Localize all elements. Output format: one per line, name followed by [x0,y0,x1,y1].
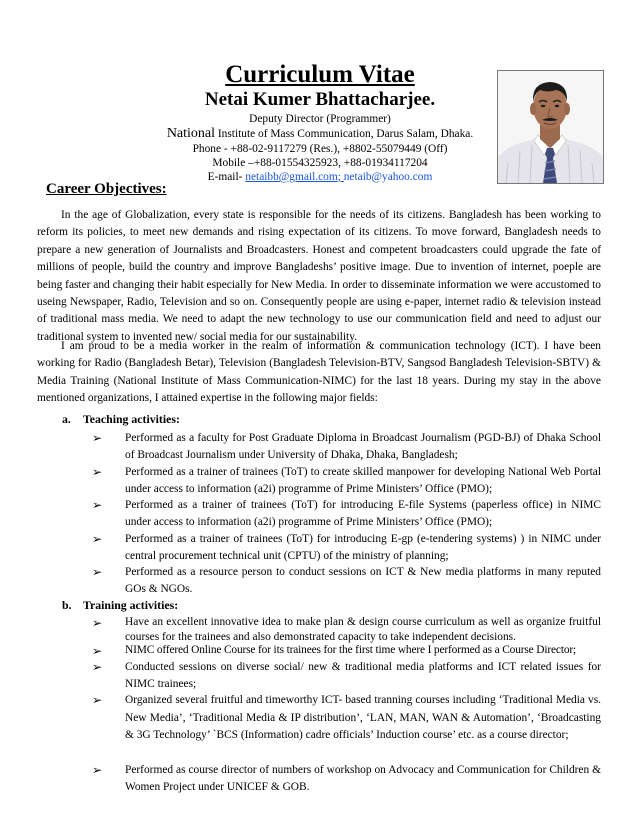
section-label: a. [62,412,71,426]
teaching-item-3: Performed as a trainer of trainees (ToT) for introducing E-file Systems (paperless office) in NIMC under access to information (a2i) programme of Prime Ministers’ Office (PMO); [125,499,601,528]
arrowhead-bullet-icon: ➢ [92,693,103,707]
email-line [140,170,500,185]
person-name: Netai Kumer Bhattacharjee. [204,89,436,110]
designation: Deputy Director (Programmer) [249,113,391,125]
page-title: Curriculum Vitae [225,61,415,88]
mobile-line: Mobile –+88-01554325923, +88-01934117204 [212,157,428,169]
training-item-2: NIMC offered Online Course for its trainees for the first time where I performed as a Course Director; [125,644,577,656]
arrowhead-bullet-icon: ➢ [92,498,103,512]
section-title: Training activities: [83,598,179,612]
institute-rest: Institute of Mass Communication, Darus Salam, Dhaka. [215,128,474,140]
arrowhead-bullet-icon: ➢ [92,532,103,546]
training-item-5: Performed as course director of numbers of workshop on Advocacy and Communication for Children & Women Project under UNICEF & GOB. [125,764,601,793]
training-item-4: Organized several fruitful and timeworthy ICT- based tranning courses including ‘Traditional Media vs. New Media’, ‘Traditional Media & IP distribution’, ‘LAN, MAN, WAN & Automation’, ‘Broadcasting & 3G Technology’ `BCS (Information) cadre officials’ Induction course’ etc. as a course director; [125,694,601,741]
career-objectives-heading: Career Objectives: [46,181,167,197]
objective-paragraph-2: I am proud to be a media worker in the realm of information & communication technology (ICT). I have been working for Radio (Bangladesh Betar), Television (Bangladesh Television-BTV, Sangsod Bangladesh Television-SBTV) & Media Training (National Institute of Mass Communication-NIMC) for the last 18 years. During my stay in the above mentioned organizations, I attained expertise in the following major fields: [37,340,601,405]
training-item-1: Have an excellent innovative idea to make plan & design course curriculum as well as organize fruitful courses for the trainees and also demonstrated capacity to take independent decisions. [125,616,601,643]
training-item-3: Conducted sessions on diverse social/ new & traditional media platforms and ICT related issues for NIMC trainees; [125,661,601,690]
arrowhead-bullet-icon: ➢ [92,763,103,777]
teaching-item-2: Performed as a trainer of trainees (ToT) to create skilled manpower for developing National Web Portal under access to information (a2i) programme of Prime Ministers’ Office (PMO); [125,466,601,495]
section-label: b. [62,598,72,612]
teaching-item-1: Performed as a faculty for Post Graduate Diploma in Broadcast Journalism (PGD-BJ) of Dhaka School of Broadcast Journalism under University of Dhaka, Dhaka, Bangladesh; [125,432,601,461]
teaching-item-4: Performed as a trainer of trainees (ToT) for introducing E-gp (e-tendering systems) ) in NIMC under central procurement technical unit (CPTU) of the ministry of planning; [125,533,601,562]
arrowhead-bullet-icon: ➢ [92,431,103,445]
section-title: Teaching activities: [83,412,180,426]
email-prefix: E-mail- [207,171,246,183]
section-training-heading [62,597,178,613]
arrowhead-bullet-icon: ➢ [92,616,103,630]
phone-line: Phone - +88-02-9117279 (Res.), +8802-55079449 (Off) [192,143,448,155]
arrowhead-bullet-icon: ➢ [92,644,103,658]
email-secondary-link[interactable]: netaib@yahoo.com [343,171,433,183]
email-separator: ; [337,171,344,183]
profile-photo [497,70,604,184]
institute-line [140,126,500,142]
section-teaching-heading [62,411,180,427]
arrowhead-bullet-icon: ➢ [92,565,103,579]
arrowhead-bullet-icon: ➢ [92,660,103,674]
institute-lead: National [166,126,216,141]
email-primary-link[interactable]: netaibb@gmail.com [245,171,338,183]
teaching-item-5: Performed as a resource person to conduct sessions on ICT & New media platforms in many reputed GOs & NGOs. [125,566,601,595]
arrowhead-bullet-icon: ➢ [92,465,103,479]
objective-paragraph-1: In the age of Globalization, every state is responsible for the needs of its citizens. Bangladesh has been working to reform its policies, to meet new demands and rising expectation of its citizens. To move forward, Bangladesh needs to prepare a new generation of Journalists and Broadcasters. Honest and competent broadcasters could upgrade the fate of millions of people, build the country and improve Bangladeshs’ positive image. Due to invention of internet, poeple are being faster and changing their habit especially for New Media. In order to disseminate information we were accustomed to useing Newspaper, Radio, Television and so on. Consequently people are using e-paper, internet radio & television instead of traditional mass media. We need to adapt the new technology to use our communication field and need to adjust our traditional system to invented new/ social media for our sustainability. [37,209,601,343]
